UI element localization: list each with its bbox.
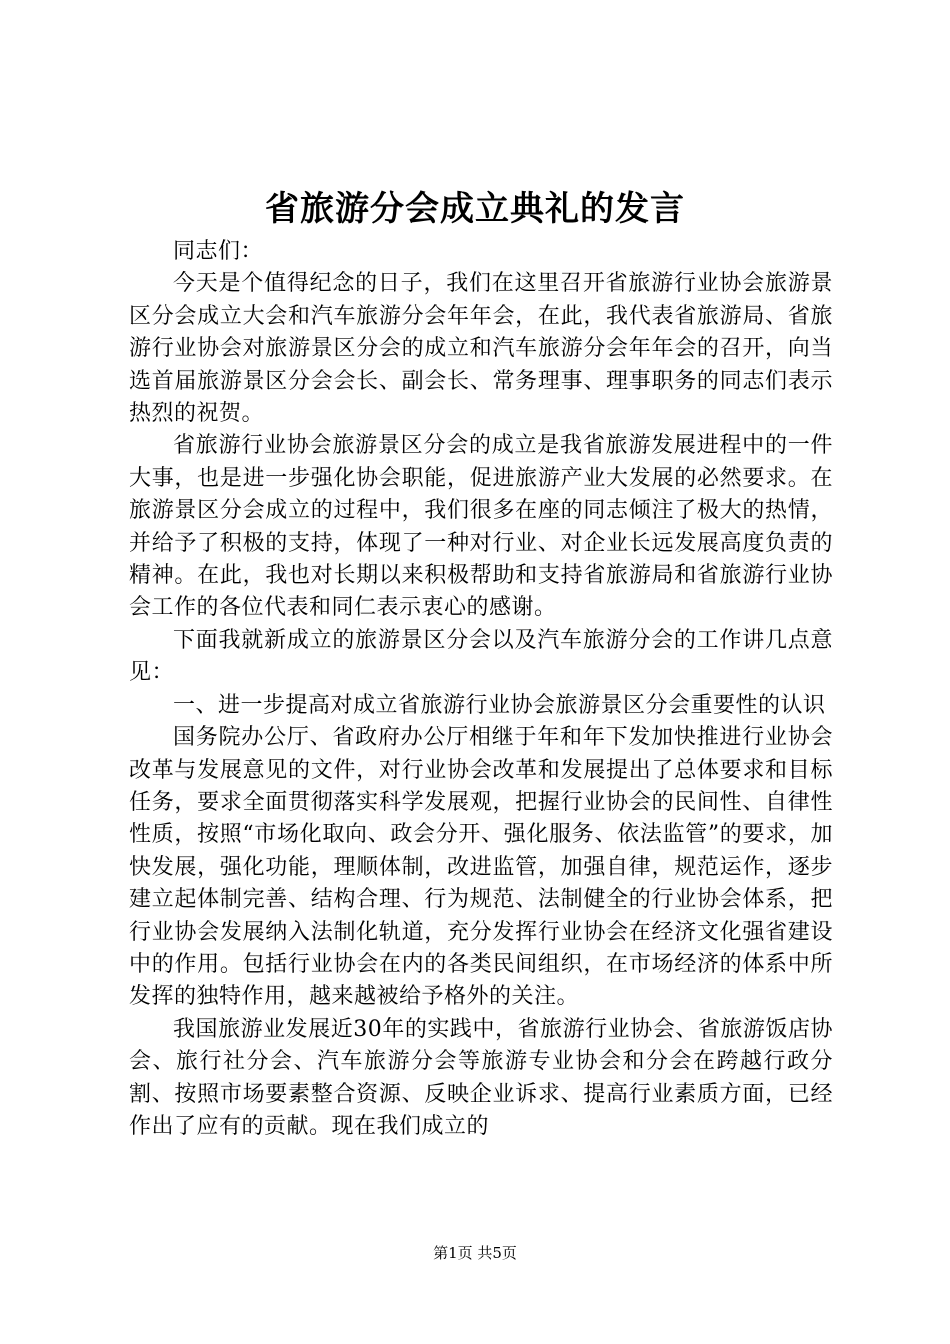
- page-footer: 第1页 共5页: [433, 1244, 517, 1262]
- document-title: 省旅游分会成立典礼的发言: [265, 189, 685, 229]
- paragraph-significance: 省旅游行业协会旅游景区分会的成立是我省旅游发展进程中的一件大事，也是进一步强化协会职能，促进旅游产业大发展的必然要求。在旅游景区分会成立的过程中，我们很多在座的同志倾注了极大的热情，并给予了积极的支持，体现了一种对行业、对企业长远发展高度负责的精神。在此，我也对长期以来积极帮助和支持省旅游局和省旅游行业协会工作的各位代表和同仁表示衷心的感谢。: [129, 433, 833, 621]
- section-heading-1: 一、进一步提高对成立省旅游行业协会旅游景区分会重要性的认识: [173, 692, 826, 718]
- salutation: 同志们：: [173, 239, 264, 264]
- paragraph-intro-opinions: 下面我就新成立的旅游景区分会以及汽车旅游分会的工作讲几点意见：: [129, 627, 833, 686]
- document-body: [129, 236, 833, 1143]
- paragraph-policy: 国务院办公厅、省政府办公厅相继于年和年下发加快推进行业协会改革与发展意见的文件，对行业协会改革和发展提出了总体要求和目标任务，要求全面贯彻落实科学发展观，把握行业协会的民间性、自律性性质，按照“市场化取向、政会分开、强化服务、依法监管”的要求，加快发展，强化功能，理顺体制，改进监管，加强自律，规范运作，逐步建立起体制完善、结构合理、行为规范、法制健全的行业协会体系，把行业协会发展纳入法制化轨道，充分发挥行业协会在经济文化强省建设中的作用。包括行业协会在内的各类民间组织，在市场经济的体系中所发挥的独特作用，越来越被给予格外的关注。: [129, 725, 833, 1010]
- paragraph-opening: 今天是个值得纪念的日子，我们在这里召开省旅游行业协会旅游景区分会成立大会和汽车旅游分会年年会，在此，我代表省旅游局、省旅游行业协会对旅游景区分会的成立和汽车旅游分会年年会的召开，向当选首届旅游景区分会会长、副会长、常务理事、理事职务的同志们表示热烈的祝贺。: [129, 271, 833, 427]
- paragraph-history: 我国旅游业发展近30年的实践中，省旅游行业协会、省旅游饭店协会、旅行社分会、汽车旅游分会等旅游专业协会和分会在跨越行政分割、按照市场要素整合资源、反映企业诉求、提高行业素质方面，已经作出了应有的贡献。现在我们成立的: [129, 1016, 833, 1139]
